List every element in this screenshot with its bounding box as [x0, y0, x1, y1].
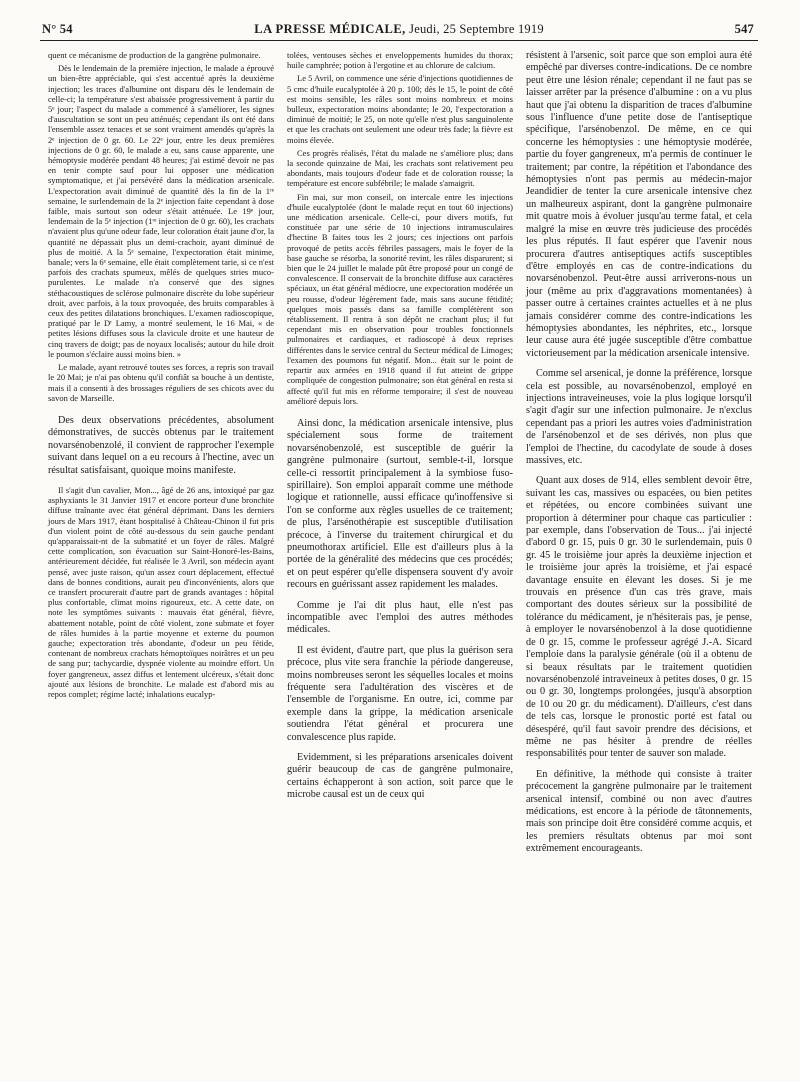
paragraph: Il s'agit d'un cavalier, Mon..., âgé de 26 ans, intoxiqué par gaz asphyxiants le 31 Janvier 1917 et encore porteur d'une bronchite diffuse traînante avec état général déprimant. Dans les derniers jours de Mars 1917, étant hospitalisé à Château-Chinon il fut pris d'un violent point de côté au-dessous du sein gauche pendant qu'apparaissait-nt de la submatité et un foyer de râles. Malgré cette complication, son évacuation sur Saint-Honoré-les-Bains, antérieurement décidée, fut réalisée le 3 Avril, son médecin ayant pensé, avec juste raison, qu'un assez court déplacement, effectué dans de bonnes conditions, aurait peu d'inconvénients, alors que ce transfert procurerait d'autre part de grands avantages : hôpital plus confortable, climat moins rigoureux, etc. A cette date, on note les symptômes suivants : mauvais état général, fièvre, abattement notable, point de côté violent, zone submate et foyer de râles humides à la partie moyenne et externe du poumon gauche; expectoration très abondante, d'odeur un peu fétide, contenant de nombreux crachats hémoptoïques noirâtres et un peu de sang pur; tachycardie, dyspnée violente au moindre effort. Un foyer gangreneux, assez diffus et lentement ulcéreux, s'était donc ajouté aux lésions de bronchite. Le malade est d'abord mis au repos complet; régime lacté; inhalations eucalyp- [48, 484, 274, 699]
paragraph: En définitive, la méthode qui consiste à traiter précocement la gangrène pulmonaire par le traitement arsenical intensif, combiné ou non avec d'autres médications, est encore à la période de tâtonnements, mais son principe doit être considéré comme acquis, et les premiers résultats obtenus par moi sont extrêmement encourageants. [526, 768, 752, 855]
journal-page [40, 18, 758, 1068]
paragraph: Fin mai, sur mon conseil, on intercale entre les injections d'huile eucalyptolée (dont le malade reçut en tout 60 injections) une médication arsenicale. Celle-ci, pour divers motifs, fut constituée par une série de 10 injections intramusculaires d'hectine B faites tous les 2 jours; ces injections ont parfois provoqué de petits accès fébriles passagers, mais le foyer de la base gauche se résorba, la sonorité revint, les râles disparurent; si bien que le 24 juillet le malade pût être proposé pour un congé de convalescence. Il conservait de la bronchite diffuse aux caractères spéciaux, un état général médiocre, une expectoration modérée un peu rousse, d'odeur légèrement fade, mais sans aucune fétidité; quelques mois passés dans sa famille complétèrent son rétablissement. Il rentra à son dépôt ne crachant plus; il fut cependant mis en observation pour troubles fonctionnels pulmonaires et cardiaques, et radioscopé à deux reprises différentes dans le service central du Secteur médical de Limoges; l'examen des poumons fut négatif. Mon... était sur le point de repartir aux armées en 1918 quand il fut atteint de grippe compliquée de congestion pulmonaire; son état général en resta si affecté qu'il fut mis en réforme temporaire; il s'est de nouveau amélioré depuis lors. [287, 191, 513, 406]
main-text-block [48, 415, 274, 477]
paragraph: Quant aux doses de 914, elles semblent devoir être, suivant les cas, massives ou espacées, ou bien petites et répétées, ou encore combinées suivant une proportion à déterminer pour chaque cas particulier : par exemple, dans l'observation de Tous... j'ai injecté d'abord 0 gr. 15, puis 0 gr. 30 le surlendemain, puis 0 gr. 45 le troisième jour après la deuxième injection et le troisième jour après la troisième, et j'ai espacé davantage ensuite en élevant les doses. Si je me trouvais en présence d'un cas très grave, mais comportant des doutes sérieux sur la possibilité de tolérance du médicament, je n'hésiterais pas, je pense, à employer le novarsénobenzol à la dose quotidienne de 0 gr. 15, comme le professeur agrégé J.-A. Sicard l'emploie dans la paralysie générale (où il a obtenu de si beaux résultats par le traitement quotidien novarsénobenzolé intraveineux à petites doses, 0 gr. 15 ou 0 gr. 30, longtemps prolongées, jusqu'à absorption de 10 ou 20 gr. du médicament). D'ailleurs, c'est dans de tels cas, lorsque le pronostic porté est fatal ou désespéré, qu'il faut savoir prendre des décisions, et même ne pas hésiter à prendre de réelles responsabilités pour tenter de sauver son malade. [526, 475, 752, 760]
main-text-block [287, 418, 513, 802]
paragraph: Il est évident, d'autre part, que plus la guérison sera précoce, plus vite sera franchie la période dangereuse, moins nombreuses seront les séquelles locales et moins fréquente sera l'adultération des viscères et de l'ensemble de l'organisme. En outre, ici, comme par exemple dans la grippe, la médication arsenicale soutiendra l'état général et procurera une convalescence plus rapide. [287, 644, 513, 743]
paragraph: quent ce mécanisme de production de la gangrène pulmonaire. [48, 50, 261, 60]
paragraph: Comme je l'ai dit plus haut, elle n'est pas incompatible avec l'emploi des autres méthodes médicales. [287, 599, 513, 636]
paragraph: Ces progrès réalisés, l'état du malade ne s'améliore plus; dans la seconde quinzaine de Mai, les crachats sont relativement peu abondants, mais toujours d'odeur fade et de coloration rousse; la température est encore subfébrile; le malade s'amaigrit. [287, 147, 513, 189]
column-1 [48, 50, 274, 702]
paragraph: Dès le lendemain de la première injection, le malade a éprouvé un bien-être appréciable, qui s'est accentué après la deuxième injection; les traces d'albumine ont disparu dès le lendemain de celle-ci; la température s'est abaissée progressivement à partir du 5ᵉ jour; l'aspect du malade a commencé à s'améliorer, les signes d'auscultation se sont un peu atténués; cependant ils ont été dans l'ensemble assez tenaces et se sont vraiment amendés qu'après la 2ᵉ injection de 0 gr. 60. Le 22ᵉ jour, entre les deux premières injections de 0 gr. 60, le malade a eu, sans cause apparente, une hémoptysie modérée pendant 48 heures; j'ai estimé devoir ne pas en tenir compte sauf pour lui opposer une médication symptomatique, et j'ai persévéré dans la médication arsenicale. L'expectoration avait diminué de quantité dès la fin de la 1ʳᵉ semaine, le surlendemain de la 2ᵉ injection faite cependant à dose faible, mais surtout son odeur s'était atténuée. Le 19ᵉ jour, lendemain de la 5ᵉ injection (1ʳᵉ injection de 0 gr. 60), les crachats n'avaient plus qu'une odeur fade, leur coloration était jaune d'or, la quantité ne dépassait plus un demi-crachoir, ayant diminué de plus de moitié. A la 5ᵉ semaine, l'expectoration était minime, banale; vers la 6ᵉ semaine, elle était complètement tarie, si ce n'est parfois des crachats spumeux, mêlés de quelques stries muco-purulentes. Le malade n'a conservé que des signes stéthacoustiques de sclérose pulmonaire discrète du lobe supérieur droit, avec parfois, à la toux provoquée, des bruits comparables à ceux des petites dilatations bronchiques. L'examen radioscopique, pratiqué par le Dʳ Lamy, a montré seulement, le 16 Mai, « de petites lésions diffuses sous la clavicule droite et une hauteur de cinq travers de doigt; pas de noyaux localisés; autour du hile droit le poumon s'éclaire aussi moins bien. » [48, 63, 274, 359]
running-header [40, 18, 758, 41]
paragraph: Ainsi donc, la médication arsenicale intensive, plus spécialement sous forme de traitement novarsénobenzolé, est susceptible de guérir la gangrène pulmonaire (surtout, semble-t-il, lorsque celle-ci ressortit principalement à la symbiose fuso-spirillaire). Son emploi apparaît comme une méthode logique et rationnelle, aussi efficace qu'inoffensive si l'on se conforme aux règles usuelles de ce traitement; de plus, l'arsénothérapie est susceptible d'utilisation précoce, à l'inverse du traitement chirurgical et du pneumothorax artificiel. Elle est d'ailleurs plus à la portée de la généralité des médecins que ces procédés; et on peut espérer qu'elle dispensera souvent d'y avoir recours en guérissant assez rapidement les malades. [287, 417, 513, 591]
paragraph: Le 5 Avril, on commence une série d'injections quotidiennes de 5 cmc d'huile eucalyptolée à 20 p. 100; dès le 15, le point de côté est moins sensible, les râles sont moins nombreux et moins bulleux, expectoration moins abondante; le 20, l'expectoration a diminué de moitié; le 25, on note qu'elle n'est plus sanguinolente et que les crachats ont seulement une odeur très fade; la fièvre est moins élevée. [287, 73, 513, 145]
paragraph: résistent à l'arsenic, soit parce que son emploi aura été empêché par diverses contre-indications. De ce nombre peut être une lésion rénale; cependant il ne faut pas se laisser arrêter par la présence d'albumine : on a vu plus haut que j'ai obtenu la disparition de traces d'albumine sous l'influence d'une petite dose de l'antiseptique spécifique, l'arsénobenzol. De même, en ce qui concerne les hémoptysies : une hémoptysie modérée, partie du foyer gangreneux, m'a permis de continuer le traitement; par contre, la répétition et l'abondance des hémoptysies n'ont pas permis au médecin-major Jeandidier de tenter la cure arsenicale intensive chez un malheureux aspirant, dont la gangrène pulmonaire mit quatre mois à évoluer jusqu'au terme fatal, et cela malgré la mise en œuvre très judicieuse des procédés les plus réputés. Il faut espérer que l'avenir nous procurera d'autres antiseptiques actifs susceptibles d'être employés en cas de contre-indications du novarsénobenzol. Peut-être aussi arriverons-nous un jour (même au prix d'aggravations momentanées) à passer outre à certaines craintes actuelles et à ne plus jamais considérer comme des contre-indications les hémoptysies abondantes, les néphrites, etc., lorsque leur cause aura été jugée susceptible d'être combattue victorieusement par la médication arsenicale intensive. [526, 50, 753, 359]
journal-title: LA PRESSE MÉDICALE, [254, 22, 406, 36]
paragraph: tolées, ventouses sèches et enveloppements humides du thorax; huile camphrée; potion à l'ergotine et au chlorure de calcium. [287, 50, 513, 71]
issue-date: Jeudi, 25 Septembre 1919 [409, 22, 544, 36]
column-3 [526, 50, 752, 864]
paragraph: Comme sel arsenical, je donne la préférence, lorsque cela est possible, au novarsénobenzol, employé en injections intraveineuses, voie la plus logique lorsqu'il s'agit d'agir sur une infection pulmonaire. Je n'exclus cependant pas a priori les autres voies d'administration de l'arsénobenzol et de ses dérivés, non plus que l'emploi de l'hectine, du cacodylate de soude à doses massives, etc. [526, 368, 752, 466]
column-2 [287, 50, 513, 810]
main-text-block [526, 50, 752, 856]
page-number: 547 [734, 22, 754, 36]
journal-title-line [40, 22, 758, 37]
paragraph: Le malade, ayant retrouvé toutes ses forces, a repris son travail le 20 Mai; je n'ai pas obtenu qu'il confiât sa bouche à un dentiste, mais il a consenti à des brossages réguliers de ses chicots avec du savon de Marseille. [48, 362, 274, 403]
issue-number: N° 54 [42, 22, 73, 36]
paragraph: Des deux observations précédentes, absolument démonstratives, de succès obtenus par le traitement novarsénobenzolé, il convient de rapprocher l'exemple suivant dans lequel on a eu recours à l'hectine, avec un résultat satisfaisant, quoique moins manifeste. [48, 414, 274, 476]
paragraph: Evidemment, si les préparations arsenicales doivent guérir beaucoup de cas de gangrène pulmonaire, certains échapperont à son action, soit parce que le microbe causal est un de ceux qui [287, 752, 513, 801]
